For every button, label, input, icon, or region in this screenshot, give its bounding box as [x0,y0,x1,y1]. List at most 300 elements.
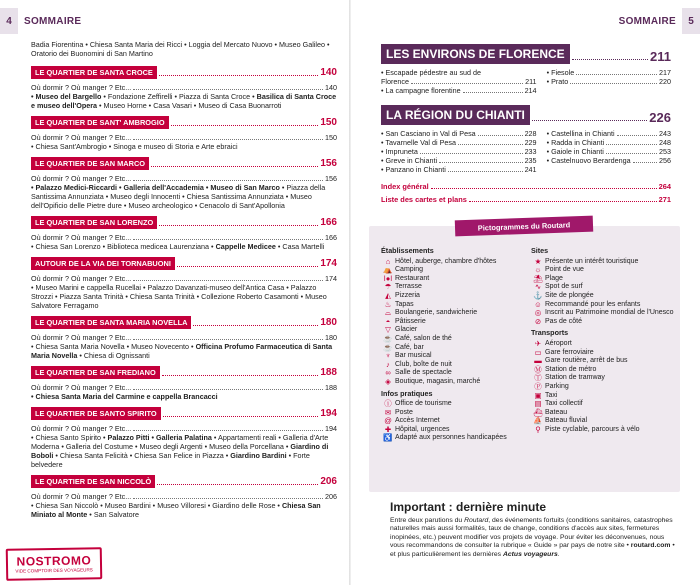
place-entry[interactable] [381,138,537,147]
section-leader [151,166,318,167]
toc-line-page: 140 [325,83,337,92]
pictogram-label: Recommandé pour les enfants [545,300,641,308]
pictogram-item [381,417,521,426]
section-description: • Chiesa San Niccolò • Museo Bardini • Museo Villoresi • Giardino delle Rose • Chiesa San Miniato al Monte • San Salvatore [31,501,321,519]
pictogram-icon: ✈ [534,338,542,348]
pictogram-icon: ☕ [383,333,393,343]
toc-section [31,64,337,110]
chianti-list [381,129,671,174]
pictogram-item [531,357,676,366]
toc-line-leader [133,430,323,431]
pictogram-icon: ⛱ [533,273,543,283]
place-leader [439,162,523,163]
place-leader [478,135,523,136]
pictogram-icon: @ [384,416,392,426]
place-leader [420,153,523,154]
place-leader [606,144,657,145]
important-box [390,500,680,559]
place-entry[interactable] [381,156,537,165]
pictogram-icon: ⓘ [384,399,392,409]
place-label: • Castelnuovo Berardenga [546,156,631,165]
place-page: 228 [524,129,537,138]
environs-leader [572,59,648,60]
section-heading[interactable] [31,255,337,270]
pictogram-item [381,344,521,353]
pictogram-item [381,335,521,344]
pictogram-label: Site de plongée [545,291,594,299]
toc-line-label: Où dormir ? Où manger ? Etc... [31,333,132,342]
pictogram-item [531,400,676,409]
pictogram-item [381,301,521,310]
environs-list [381,68,671,95]
section-description: • Palazzo Medici-Riccardi • Galleria dell'Accademia • Museo di San Marco • Piazza della Santissima Annunziata • Museo degli Innocenti • Chiesa Santissima Annunziata • Museo dell'Opificio delle Pietre dure • Museo archeologico • Cenacolo di Sant'Apollonia [31,183,326,210]
section-leader [159,225,318,226]
pictogram-label: Parking [545,382,569,390]
pictogram-item [531,383,676,392]
toc-line-label: Où dormir ? Où manger ? Etc... [31,492,132,501]
toc-section [31,405,337,469]
index-page: 271 [658,195,671,204]
pictogram-icon: ⚲ [535,424,541,434]
pictogram-label: Bar musical [395,352,432,360]
pictogram-item [381,275,521,284]
place-page: 217 [659,68,671,77]
section-heading[interactable] [31,114,337,129]
toc-line [31,174,337,183]
section-page-number: 150 [320,117,337,128]
environs-left-list [381,68,537,95]
pictogram-icon: ∞ [385,368,391,378]
pictogram-icon: ☼ [534,265,542,275]
pictogram-label: Boulangerie, sandwicherie [395,309,478,317]
pictogram-item [531,309,676,318]
place-leader [448,171,523,172]
pictogram-item [381,369,521,378]
section-page-number: 194 [320,408,337,419]
toc-line-page: 174 [325,274,337,283]
pictogram-label: Camping [395,266,424,274]
toc-line-leader [133,339,323,340]
place-label: • Radda in Chianti [546,138,605,147]
section-description: • Chiesa Santo Spirito • Palazzo Pitti • Galleria Palatina • Appartamenti reali • Galleria d'Arte Moderna • Galleria del Costume • Museo degli Argenti • Museo della Porcellana • Giardino di Boboli • Chiesa Santa Felicità • Chiesa San Felice in Piazza • Giardino Bardini • Forte belvedere [31,433,329,469]
place-page: 229 [524,138,537,147]
environs-title: LES ENVIRONS DE FLORENCE [381,44,570,64]
section-page-number: 156 [320,158,337,169]
section-page-number: 188 [320,367,337,378]
place-entry[interactable] [381,68,537,77]
place-entry[interactable] [381,77,537,86]
toc-line-label: Où dormir ? Où manger ? Etc... [31,133,132,142]
pictogram-icon: ★ [534,256,542,266]
place-entry[interactable] [547,68,671,77]
pictogram-label: Taxi collectif [545,400,583,408]
pictogram-item [381,409,521,418]
chianti-left-list [381,129,537,174]
place-leader [617,135,657,136]
place-entry[interactable] [381,165,537,174]
left-running-head [0,8,87,34]
pictogram-icon: ◎ [534,308,542,318]
pictogram-label: Pizzeria [395,291,420,299]
toc-section [31,114,337,151]
index-leader [431,188,657,189]
toc-line-leader [133,180,323,181]
pictograms-title: Pictogrammes du Routard [455,216,593,237]
environs-right-list [547,68,671,95]
section-description: • Chiesa Sant'Ambrogio • Sinoga e museo di Storia e Arte ebraici [31,142,238,151]
place-label: • Greve in Chianti [381,156,438,165]
pictogram-label: Café, bar [395,343,424,351]
toc-line-leader [133,280,323,281]
pictogram-group-title: Établissements [381,246,434,255]
place-page: 214 [524,86,537,95]
pictogram-item [381,378,521,387]
place-page: 253 [659,147,671,156]
pictogram-label: Pâtisserie [395,317,426,325]
index-entry[interactable] [381,182,671,191]
place-entry[interactable] [547,138,671,147]
place-entry[interactable] [547,147,671,156]
right-page-number: 5 [682,8,700,34]
place-page: 233 [524,147,537,156]
pictogram-item [531,292,676,301]
section-title: LE QUARTIER DE SAN FREDIANO [31,366,160,379]
section-description: • Museo Marini e cappella Rucellai • Palazzo Davanzati-museo dell'Antica Casa • Palazzo Strozzi • Piazza Santa Trinità • Chiesa Santa Trinità • Collezione Roberto Casamonti • Museo Salvatore Ferragamo [31,283,327,310]
section-leader [193,325,318,326]
place-page: 243 [659,129,671,138]
toc-line-label: Où dormir ? Où manger ? Etc... [31,174,132,183]
pictogram-icon: ⊘ [534,316,542,326]
environs-page: 211 [650,49,671,64]
place-entry[interactable] [381,147,537,156]
section-leader [171,125,319,126]
pictogram-item [531,392,676,401]
pictogram-label: Présente un intérêt touristique [545,257,639,265]
place-label: • San Casciano in Val di Pesa [381,129,476,138]
section-heading[interactable] [31,314,337,329]
pictogram-icon: ▬ [534,356,542,366]
pictogram-item [381,434,521,443]
section-page-number: 140 [320,67,337,78]
pictogram-label: Adapté aux personnes handicapées [395,434,507,442]
pictogram-icon: ◓ [385,316,391,326]
stamp-subtitle: VIDE COMPTOIR DES VOYAGEURS [15,566,93,574]
important-text: Entre deux parutions du Routard, des événements fortuits (conditions sanitaires, catastrophes naturelles mais aussi formalités, taux de change, conditions d'accès aux sites, fermetures inopinées, etc.) peuvent modifier vos projets de voyage. Pour éviter les déconvenues, nous vous recommandons de consulter la rubrique « Guide » par pays de notre site • routard.com • et plus particulièrement les dernières Actus voyageurs. [390,517,675,558]
left-page-number: 4 [0,8,18,34]
pictogram-icon: ✉ [384,407,392,417]
place-label: • Escapade pédestre au sud de [381,68,482,77]
section-leader [177,266,318,267]
pictogram-item [531,301,676,310]
pictogram-icon: ♆ [385,351,391,361]
place-page: 248 [659,138,671,147]
toc-sections [31,64,337,519]
place-leader [458,144,523,145]
pictogram-icon: ☕ [383,342,393,352]
pictogram-label: Café, salon de thé [395,334,452,342]
index-lines [381,182,671,204]
toc-section [31,473,337,519]
place-leader [570,83,657,84]
section-description: • Chiesa Santa Maria Novella • Museo Novecento • Officina Profumo Farmaceutica di Santa Maria Novella • Chiesa di Ognissanti [31,342,333,360]
pictogram-icon: ☺ [534,299,542,309]
pictogram-label: Accès Internet [395,417,440,425]
pictogram-item [381,266,521,275]
section-heading[interactable] [31,214,337,229]
toc-line-leader [133,89,323,90]
pictogram-label: Spot de surf [545,283,583,291]
pictogram-item [531,374,676,383]
pictogram-item [381,283,521,292]
pictogram-group-title: Sites [531,246,549,255]
place-entry[interactable] [381,86,537,95]
section-leader [163,416,319,417]
pictogram-icon: Ⓜ [534,364,542,374]
toc-line-leader [133,239,323,240]
place-label: • Fiesole [546,68,575,77]
intro-paragraph: Badia Fiorentina • Chiesa Santa Maria dei Ricci • Loggia del Mercato Nuovo • Museo Galileo • Oratorio dei Buonomini di San Martino [31,40,330,58]
section-description: • Museo del Bargello • Fondazione Zeffirelli • Piazza di Santa Croce • Basilica di Santa Croce e museo dell'Opera • Museo Horne • Casa Vasari • Museo di Casa Buonarroti [31,92,337,110]
place-page: 220 [659,77,671,86]
pictogram-icon: ∿ [534,282,542,292]
place-entry[interactable] [547,129,671,138]
pictogram-icon: ⛵ [533,416,543,426]
section-title: LE QUARTIER DE SAN LORENZO [31,216,157,229]
pictogram-icon: ǀ●ǀ [383,273,393,283]
pictogram-label: Bateau [545,408,568,416]
toc-line-label: Où dormir ? Où manger ? Etc... [31,233,132,242]
pictogram-item [531,318,676,327]
place-label: Florence [381,77,409,86]
pictogram-item [381,318,521,327]
chianti-page: 226 [649,110,671,125]
toc-line-label: Où dormir ? Où manger ? Etc... [31,383,132,392]
index-label: Liste des cartes et plans [381,195,467,204]
place-page: 211 [525,77,537,86]
section-title: LE QUARTIER DE SANTO SPIRITO [31,407,161,420]
toc-line-page: 166 [325,233,337,242]
place-leader [576,74,657,75]
pictogram-icon: ✚ [384,424,392,434]
pictogram-label: Gare routière, arrêt de bus [545,357,628,365]
pictogram-item [531,283,676,292]
toc-line-leader [133,498,323,499]
pictogram-icon: ☂ [384,282,392,292]
toc-line-page: 156 [325,174,337,183]
pictogram-item [531,349,676,358]
pictogram-label: Taxi [545,391,558,399]
toc-line-page: 194 [325,424,337,433]
place-label: • Panzano in Chianti [381,165,446,174]
pictogram-icon: ◈ [385,376,391,386]
pictogram-label: Inscrit au Patrimoine mondial de l'Unesco [545,309,674,317]
pictograms-box [369,219,680,492]
pictogram-icon: Ⓟ [534,381,542,391]
bookseller-stamp [6,547,103,581]
section-leader [159,75,318,76]
section-leader [157,484,318,485]
pictogram-label: Piste cyclable, parcours à vélo [545,425,640,433]
place-label: • Gaiole in Chianti [546,147,604,156]
pictogram-item [531,266,676,275]
pictogram-icon: ⌂ [385,256,391,266]
pictogram-item [381,361,521,370]
place-page: 241 [524,165,537,174]
toc-line [31,83,337,92]
pictogram-group-title: Transports [531,328,569,338]
pictogram-label: Office de tourisme [395,400,452,408]
chianti-title: LA RÉGION DU CHIANTI [381,105,530,125]
pictogram-label: Boutique, magasin, marché [395,377,481,385]
place-label: • Impruneta [381,147,418,156]
toc-line-page: 206 [325,492,337,501]
pictogram-label: Station de métro [545,365,597,373]
section-description: • Chiesa Santa Maria del Carmine e cappella Brancacci [31,392,218,401]
pictogram-item [381,426,521,435]
pictogram-icon: Ⓣ [534,373,542,383]
toc-section [31,214,337,251]
pictogram-item [381,400,521,409]
pictogram-icon: ◭ [385,290,391,300]
pictogram-item [531,340,676,349]
index-label: Index général [381,182,429,191]
pictogram-item [381,309,521,318]
environs-heading[interactable] [381,42,671,64]
place-label: • Tavarnelle Val di Pesa [381,138,456,147]
section-page-number: 174 [320,258,337,269]
toc-line [31,133,337,142]
pictogram-item [531,426,676,435]
toc-section [31,314,337,360]
pictogram-label: Terrasse [395,283,422,291]
toc-section [31,155,337,210]
toc-line [31,333,337,342]
pictograms-right-column [531,244,676,434]
place-page: 235 [524,156,537,165]
pictogram-label: Bateau fluvial [545,417,588,425]
place-page: 256 [659,156,671,165]
section-page-number: 180 [320,317,337,328]
pictogram-icon: ▭ [534,347,542,357]
pictogram-item [381,352,521,361]
section-heading[interactable] [31,405,337,420]
pictogram-icon: ♪ [386,359,390,369]
toc-line [31,492,337,501]
chianti-leader [532,120,647,121]
pictogram-label: Glacier [395,326,418,334]
pictogram-item [381,326,521,335]
toc-line-leader [133,389,323,390]
left-running-title: SOMMAIRE [24,15,82,27]
toc-line-leader [133,139,323,140]
stamp-brand: NOSTROMO [16,552,92,569]
pictogram-icon: ⛴ [533,407,543,417]
section-heading[interactable] [31,64,337,79]
section-title: LE QUARTIER DE SAN MARCO [31,157,149,170]
right-running-title: SOMMAIRE [618,15,676,27]
section-description: • Chiesa San Lorenzo • Biblioteca medicea Laurenziana • Cappelle Medicee • Casa Martelli [31,242,325,251]
place-leader [633,162,657,163]
right-toc-column [381,42,671,204]
section-title: LE QUARTIER DE SAN NICCOLÒ [31,475,155,488]
place-leader [606,153,657,154]
pictogram-label: Hôpital, urgences [395,425,450,433]
important-title: Important : dernière minute [390,500,547,514]
pictogram-label: Salle de spectacle [395,369,452,377]
section-title: LE QUARTIER DE SANTA MARIA NOVELLA [31,316,191,329]
index-page: 264 [658,182,671,191]
place-leader [411,83,523,84]
toc-line-label: Où dormir ? Où manger ? Etc... [31,424,132,433]
toc-line-label: Où dormir ? Où manger ? Etc... [31,83,132,92]
pictogram-icon: ♿ [383,433,393,443]
pictogram-icon: ⚓ [533,290,543,300]
pictogram-label: Restaurant [395,274,430,282]
chianti-heading[interactable] [381,103,671,125]
place-entry[interactable] [381,129,537,138]
pictogram-icon: ▤ [534,399,542,409]
place-label: • La campagne florentine [381,86,461,95]
section-page-number: 166 [320,217,337,228]
pictogram-icon: ♨ [384,299,392,309]
pictogram-item [381,258,521,267]
pictogram-label: Tapas [395,300,414,308]
pictogram-item [381,292,521,301]
right-running-head [613,8,700,34]
pictogram-label: Aéroport [545,339,572,347]
pictogram-icon: ⛺ [383,265,393,275]
pictogram-label: Hôtel, auberge, chambre d'hôtes [395,257,497,265]
toc-line [31,383,337,392]
toc-section [31,364,337,401]
place-entry[interactable] [547,77,671,86]
toc-section [31,255,337,310]
pictogram-label: Pas de côté [545,317,582,325]
pictogram-label: Plage [545,274,563,282]
toc-line-label: Où dormir ? Où manger ? Etc... [31,274,132,283]
pictogram-item [531,366,676,375]
section-heading[interactable] [31,473,337,488]
pictogram-label: Station de tramway [545,374,605,382]
section-title: LE QUARTIER DE SANTA CROCE [31,66,157,79]
section-title: AUTOUR DE LA VIA DEI TORNABUONI [31,257,175,270]
toc-line-page: 188 [325,383,337,392]
toc-line [31,424,337,433]
index-leader [469,201,657,202]
pictogram-item [531,275,676,284]
section-page-number: 206 [320,476,337,487]
toc-line [31,233,337,242]
toc-line-page: 180 [325,333,337,342]
left-toc-column [31,40,337,523]
chianti-right-list [547,129,671,174]
pictogram-label: Club, boîte de nuit [395,360,452,368]
pictogram-item [531,409,676,418]
section-heading[interactable] [31,364,337,379]
pictogram-item [531,258,676,267]
place-entry[interactable] [547,156,671,165]
pictogram-label: Poste [395,408,413,416]
pictogram-label: Gare ferroviaire [545,348,594,356]
pictograms-left-column [381,244,521,443]
place-label: • Castellina in Chianti [546,129,615,138]
index-entry[interactable] [381,195,671,204]
toc-line [31,274,337,283]
place-leader [463,92,523,93]
pictogram-label: Point de vue [545,266,584,274]
section-heading[interactable] [31,155,337,170]
pictogram-icon: ⌓ [385,308,391,318]
